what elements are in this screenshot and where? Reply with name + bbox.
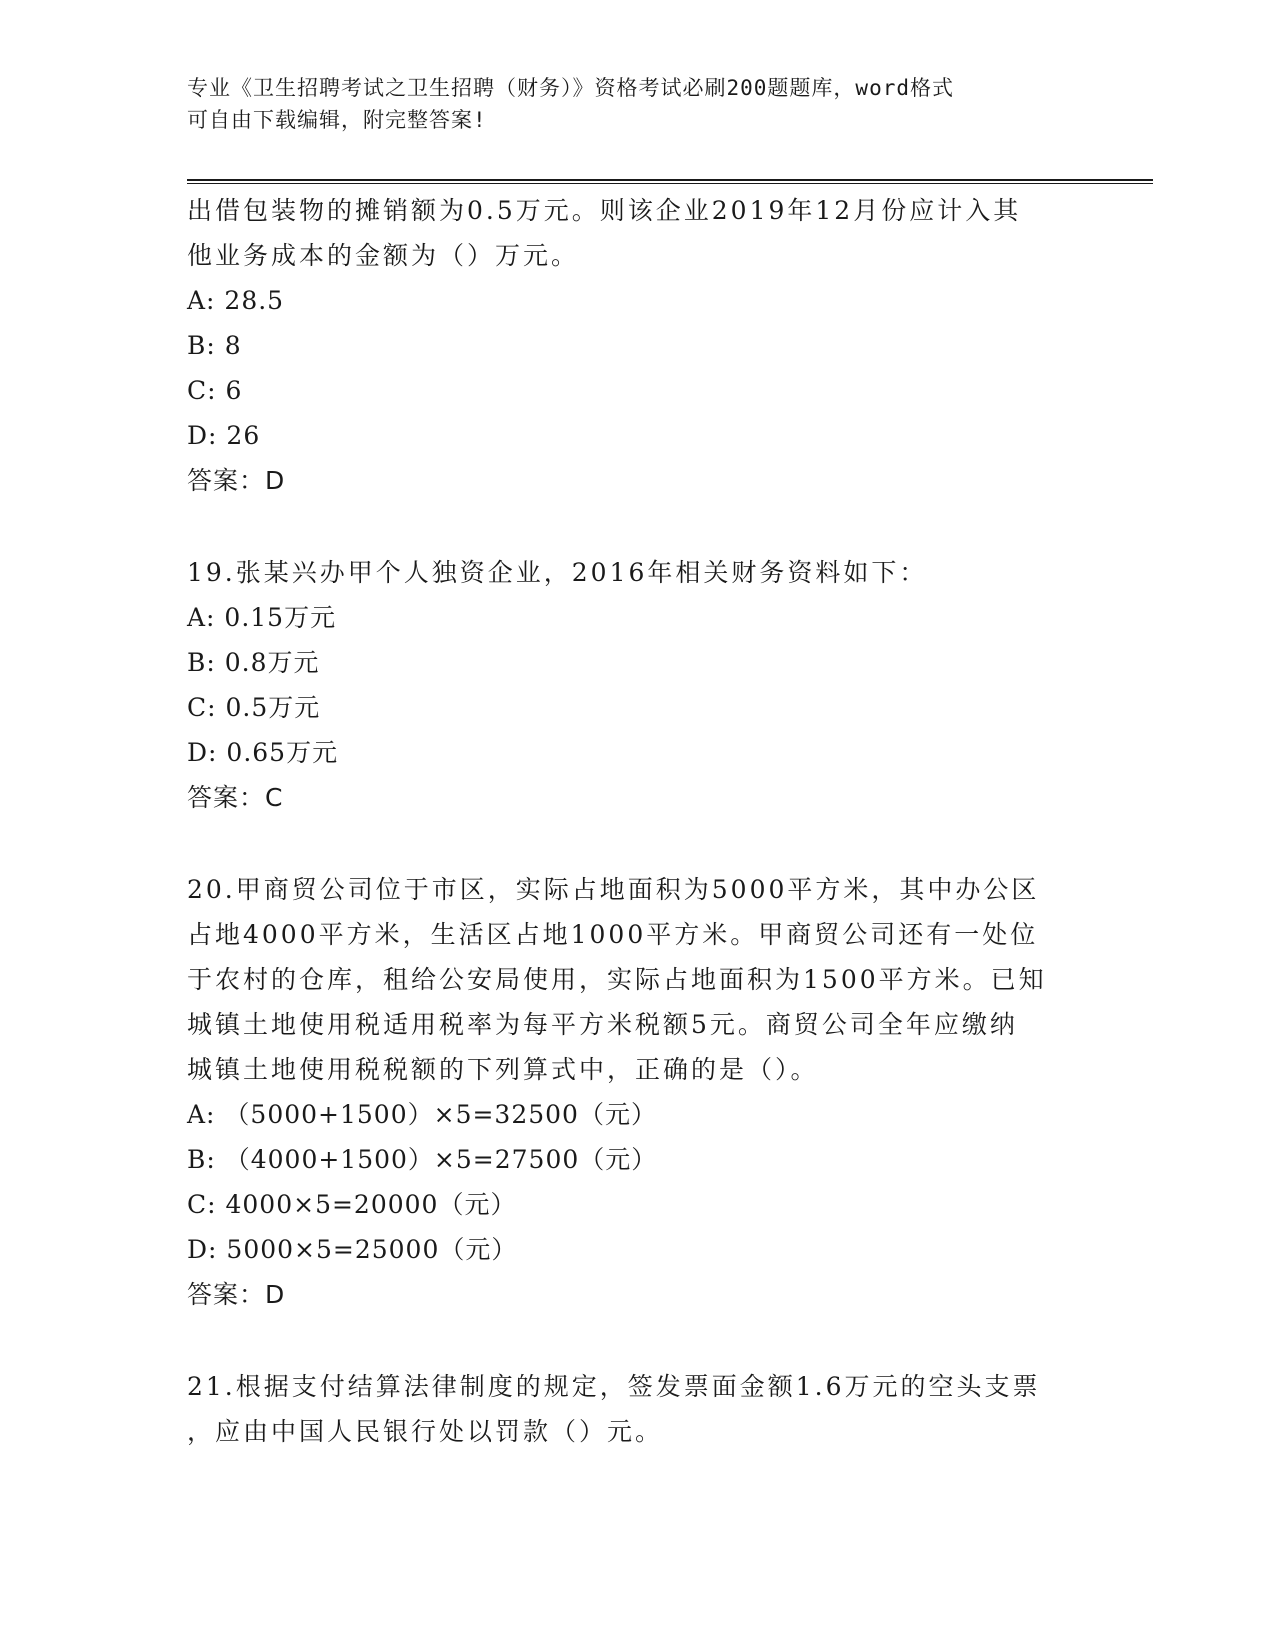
question-stem-line: 他业务成本的金额为（）万元。	[187, 241, 580, 270]
option-a: A: （5000+1500）×5=32500（元）	[187, 1100, 657, 1129]
question-spacer	[187, 1317, 1087, 1364]
header-divider-thick	[187, 179, 1153, 181]
option-b: B: 8	[187, 331, 242, 360]
question-21	[187, 1364, 1087, 1454]
option-d: D: 26	[187, 421, 261, 450]
option-b: B: 0.8万元	[187, 648, 320, 677]
document-body	[187, 188, 1087, 1454]
answer-label: 答案：D	[187, 1280, 286, 1309]
option-c: C: 6	[187, 376, 243, 405]
option-a: A: 0.15万元	[187, 603, 337, 632]
question-spacer	[187, 820, 1087, 867]
question-stem-line: 城镇土地使用税税额的下列算式中，正确的是（）。	[187, 1055, 819, 1084]
question-stem-line: 19.张某兴办甲个人独资企业，2016年相关财务资料如下：	[187, 558, 928, 587]
question-stem-line: 占地4000平方米，生活区占地1000平方米。甲商贸公司还有一处位	[187, 920, 1039, 949]
option-a: A: 28.5	[187, 286, 285, 315]
option-c: C: 4000×5=20000（元）	[187, 1190, 517, 1219]
question-stem-line: 城镇土地使用税适用税率为每平方米税额5元。商贸公司全年应缴纳	[187, 1010, 1018, 1039]
header-title-line-1: 专业《卫生招聘考试之卫生招聘（财务）》资格考试必刷200题题库，word格式	[187, 76, 954, 100]
question-spacer	[187, 503, 1087, 550]
option-c: C: 0.5万元	[187, 693, 321, 722]
answer-label: 答案：D	[187, 466, 286, 495]
question-18	[187, 188, 1087, 503]
question-stem-line: 出借包装物的摊销额为0.5万元。则该企业2019年12月份应计入其	[187, 196, 1022, 225]
header-divider-thin	[187, 183, 1153, 184]
question-20	[187, 867, 1087, 1317]
header-title-line-2: 可自由下载编辑，附完整答案!	[187, 108, 487, 132]
option-b: B: （4000+1500）×5=27500（元）	[187, 1145, 658, 1174]
option-d: D: 0.65万元	[187, 738, 339, 767]
page-header	[187, 72, 1067, 136]
question-stem-line: 于农村的仓库，租给公安局使用，实际占地面积为1500平方米。已知	[187, 965, 1047, 994]
question-stem-line: 20.甲商贸公司位于市区，实际占地面积为5000平方米，其中办公区	[187, 875, 1040, 904]
question-stem-line: 21.根据支付结算法律制度的规定，签发票面金额1.6万元的空头支票	[187, 1372, 1041, 1401]
option-d: D: 5000×5=25000（元）	[187, 1235, 518, 1264]
question-stem-line: ，应由中国人民银行处以罚款（）元。	[187, 1417, 664, 1446]
question-19	[187, 550, 1087, 820]
answer-label: 答案：C	[187, 783, 284, 812]
